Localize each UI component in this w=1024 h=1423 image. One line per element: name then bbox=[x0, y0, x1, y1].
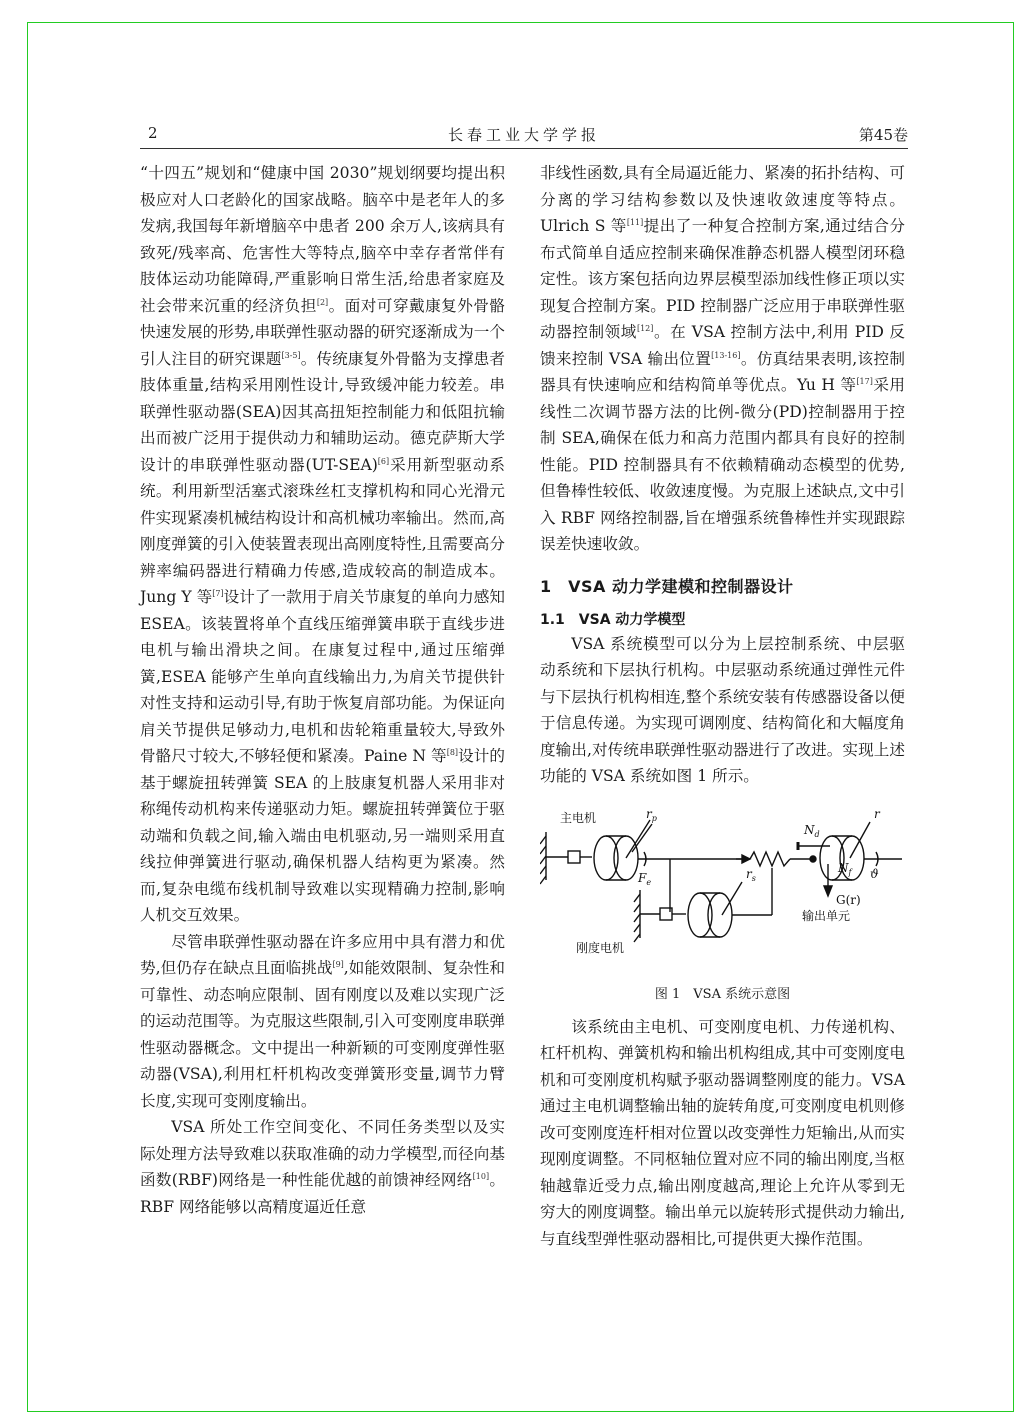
svg-text:Fe: $F_e$ bbox=[638, 870, 652, 887]
label-stiffness-motor: 刚度电机 bbox=[576, 940, 625, 955]
svg-text:Nf: $N_f$ bbox=[838, 860, 852, 877]
text-run: 。在 VSA 控制方法中,利用 PID 反馈来控制 VSA 输出位置 bbox=[540, 323, 905, 368]
right-column bbox=[540, 160, 905, 1252]
svg-text:rs: $r_s$ bbox=[746, 866, 756, 883]
text-run: 。RBF 网络能够以高精度逼近任意 bbox=[140, 1171, 505, 1216]
text-run: 采用线性二次调节器方法的比例-微分(PD)控制器用于控制 SEA,确保在低力和高力范围内都具有良好的控制性能。PID 控制器具有不依赖精确动态模型的优势,但鲁棒性较低、收敛速度慢。为克服上述缺点,文中引入 RBF 网络控制器,旨在增强系统鲁棒性并实现跟踪误差快速收敛。 bbox=[540, 376, 905, 553]
label-output-unit: 输出单元 bbox=[802, 908, 851, 923]
label-main-motor: 主电机 bbox=[560, 810, 597, 825]
paragraph bbox=[140, 929, 505, 1115]
paragraph bbox=[540, 1014, 905, 1253]
paragraph bbox=[540, 160, 905, 558]
running-header bbox=[140, 122, 908, 149]
citation-ref: [17] bbox=[856, 376, 873, 386]
label-gr: G(r) bbox=[836, 892, 861, 907]
left-column bbox=[140, 160, 505, 1220]
text-run: ,如能效限制、复杂性和可靠性、动态响应限制、固有刚度以及难以实现广泛的运动范围等。为克服这些限制,引入可变刚度串联弹性驱动器概念。文中提出一种新颖的可变刚度弹性驱动器(VSA),利用杠杆机构改变弹簧形变量,调节力臂长度,实现可变刚度输出。 bbox=[140, 959, 505, 1110]
vsa-schematic bbox=[540, 802, 905, 977]
svg-text:rp: $r_p$ bbox=[646, 806, 657, 823]
label-r: r bbox=[874, 806, 880, 821]
text-run: 设计的基于螺旋扭转弹簧 SEA 的上肢康复机器人采用非对称绳传动机构来传递驱动力矩。螺旋扭转弹簧位于驱动端和负载之间,输入端由电机驱动,另一端则采用直线拉伸弹簧进行驱动,确保机器人结构更为紧凑。然而,复杂电缆布线机制导致难以实现精确力控制,影响人机交互效果。 bbox=[140, 747, 505, 924]
text-run: 设计了一款用于肩关节康复的单向力感知 ESEA。该装置将单个直线压缩弹簧串联于直线步进电机与输出滑块之间。在康复过程中,通过压缩弹簧,ESEA 能够产生单向直线输出力,为肩关节提供针对性支持和运动引导,有助于恢复肩部功能。为保证向肩关节提供足够动力,电机和齿轮箱重量较大,导致外骨骼尺寸较大,不够轻便和紧凑。Paine N 等 bbox=[140, 588, 505, 765]
subsection-heading: 1.1 VSA 动力学模型 bbox=[540, 611, 686, 628]
citation-ref: [2] bbox=[316, 297, 329, 307]
text-run: 。传统康复外骨骼为支撑患者肢体重量,结构采用刚性设计,导致缓冲能力较差。串联弹性驱动器(SEA)因其高扭矩控制能力和低阻抗输出而被广泛用于提供动力和辅助运动。德克萨斯大学设计的串联弹性驱动器(UT-SEA) bbox=[140, 349, 505, 474]
citation-ref: [9] bbox=[332, 959, 344, 969]
citation-ref: [3-5] bbox=[281, 350, 301, 360]
spring bbox=[750, 852, 790, 866]
journal-title: 长春工业大学学报 bbox=[447, 126, 600, 144]
citation-ref: [8] bbox=[446, 747, 459, 757]
label-theta: ϑ bbox=[870, 866, 879, 881]
citation-ref: [7] bbox=[212, 588, 224, 598]
citation-ref: [6] bbox=[377, 456, 390, 466]
text-run: 非线性函数,具有全局逼近能力、紧凑的拓扑结构、可分离的学习结构参数以及快速收敛速度等特点。Ulrich S 等 bbox=[540, 164, 905, 235]
citation-ref: [11] bbox=[626, 217, 644, 227]
figure-vsa-diagram bbox=[540, 802, 905, 977]
paragraph bbox=[540, 631, 905, 790]
paragraph bbox=[140, 160, 505, 929]
citation-ref: [13-16] bbox=[711, 350, 741, 360]
volume-label: 第45卷 bbox=[858, 126, 908, 144]
paragraph bbox=[140, 1114, 505, 1220]
bearing-main bbox=[568, 851, 580, 863]
page-number: 2 bbox=[148, 124, 158, 142]
text-run: VSA 所处工作空间变化、不同任务类型以及实际处理方法导致难以获取准确的动力学模型,而径向基函数(RBF)网络是一种性能优越的前馈神经网络 bbox=[140, 1118, 505, 1189]
text-run: 。面对可穿戴康复外骨骼快速发展的形势,串联弹性驱动器的研究逐渐成为一个引人注目的研究课题 bbox=[140, 296, 505, 368]
citation-ref: [12] bbox=[636, 323, 654, 333]
text-run: 该系统由主电机、可变刚度电机、力传递机构、杠杆机构、弹簧机构和输出机构组成,其中可变刚度电机和可变刚度机构赋予驱动器调整刚度的能力。VSA 通过主电机调整输出轴的旋转角度,可变刚度电机则修改可变刚度连杆相对位置以改变弹性力矩输出,从而实现刚度调整。不同枢轴位置对应不同的输出刚度,当枢轴越靠近受力点,输出刚度越高,理论上允许从零到无穷大的刚度调整。输出单元以旋转形式提供动力输出,与直线型弹性驱动器相比,可提供更大操作范围。 bbox=[540, 1017, 905, 1248]
citation-ref: [10] bbox=[472, 1171, 490, 1181]
pivot bbox=[810, 856, 816, 862]
svg-text:Nd: $N_d$ bbox=[804, 822, 820, 839]
text-run: “十四五”规划和“健康中国 2030”规划纲要均提出积极应对人口老龄化的国家战略。脑卒中是老年人的多发病,我国每年新增脑卒中患者 200 余万人,该病具有致死/残率高、危害性大等特点,脑卒中幸存者常伴有肢体运动功能障碍,严重影响日常生活,给患者家庭及社会带来沉重的经济负担 bbox=[140, 164, 505, 315]
text-run: 提出了一种复合控制方案,通过结合分布式简单自适应控制来确保准静态机器人模型闭环稳定性。该方案包括向边界层模型添加线性修正项以实现复合控制方案。PID 控制器广泛应用于串联弹性驱动器控制领域 bbox=[540, 217, 905, 341]
text-run: 采用新型驱动系统。利用新型活塞式滚珠丝杠支撑机构和同心光滑元件实现紧凑机械结构设计和高机械功率输出。然而,高刚度弹簧的引入使装置表现出高刚度特性,且需要高分辨率编码器进行精确力传感,造成较高的制造成本。Jung Y 等 bbox=[140, 455, 505, 606]
section-heading: 1 VSA 动力学建模和控制器设计 bbox=[540, 576, 794, 596]
figure-caption: 图 1 VSA 系统示意图 bbox=[654, 986, 791, 1002]
text-run: 。仿真结果表明,该控制器具有快速响应和结构简单等优点。Yu H 等 bbox=[540, 349, 905, 394]
text-run: 尽管串联弹性驱动器在许多应用中具有潜力和优势,但仍存在缺点且面临挑战 bbox=[140, 932, 505, 977]
text-run: VSA 系统模型可以分为上层控制系统、中层驱动系统和下层执行机构。中层驱动系统通过弹性元件与下层执行机构相连,整个系统安装有传感器设备以便于信息传递。为实现可调刚度、结构简化和大幅度角度输出,对传统串联弹性驱动器进行了改进。实现上述功能的 VSA 系统如图 1 所示。 bbox=[540, 634, 905, 785]
